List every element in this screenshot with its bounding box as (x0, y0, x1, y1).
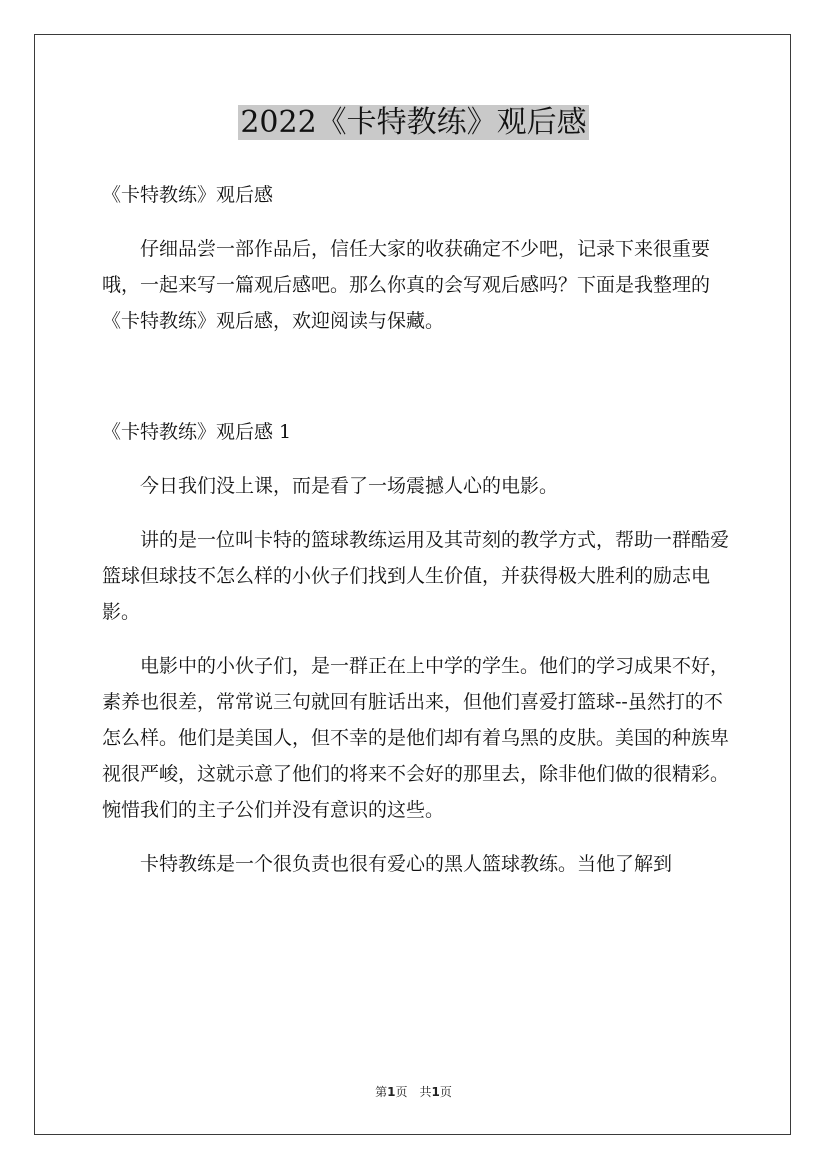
footer-page-suffix: 页 (395, 1085, 408, 1099)
footer-total-prefix: 共 (419, 1085, 432, 1099)
document-title (0, 104, 827, 142)
footer-page-current: 1 (387, 1085, 396, 1099)
intro-paragraph: 仔细品尝一部作品后，信任大家的收获确定不少吧，记录下来很重要哦，一起来写一篇观后感吧。那么你真的会写观后感吗？下面是我整理的《卡特教练》观后感，欢迎阅读与保藏。 (102, 238, 711, 332)
body-paragraph-3: 电影中的小伙子们，是一群正在上中学的学生。他们的学习成果不好，素养也很差，常常说三句就回有脏话出来，但他们喜爱打篮球--虽然打的不怎么样。他们是美国人，但不幸的是他们却有着乌黑的皮肤。美国的种族卑视很严峻，这就示意了他们的将来不会好的那里去，除非他们做的很精彩。惋惜我们的主子公们并没有意识的这些。 (102, 655, 730, 821)
page-footer (0, 1083, 827, 1100)
document-title-text: 2022《卡特教练》观后感 (240, 105, 587, 140)
footer-page-prefix: 第 (375, 1085, 388, 1099)
body-paragraph-4: 卡特教练是一个很负责也很有爱心的黑人篮球教练。当他了解到 (140, 853, 673, 875)
footer-total-suffix: 页 (439, 1085, 452, 1099)
body-paragraph-2: 讲的是一位叫卡特的篮球教练运用及其苛刻的教学方式，帮助一群酷爱篮球但球技不怎么样的小伙子们找到人生价值，并获得极大胜利的励志电影。 (102, 529, 730, 623)
section-heading: 《卡特教练》观后感 1 (102, 421, 292, 443)
document-subtitle: 《卡特教练》观后感 (102, 184, 274, 206)
footer-page-total: 1 (431, 1085, 440, 1099)
document-body (102, 177, 730, 882)
body-paragraph-1: 今日我们没上课，而是看了一场震撼人心的电影。 (140, 475, 559, 497)
